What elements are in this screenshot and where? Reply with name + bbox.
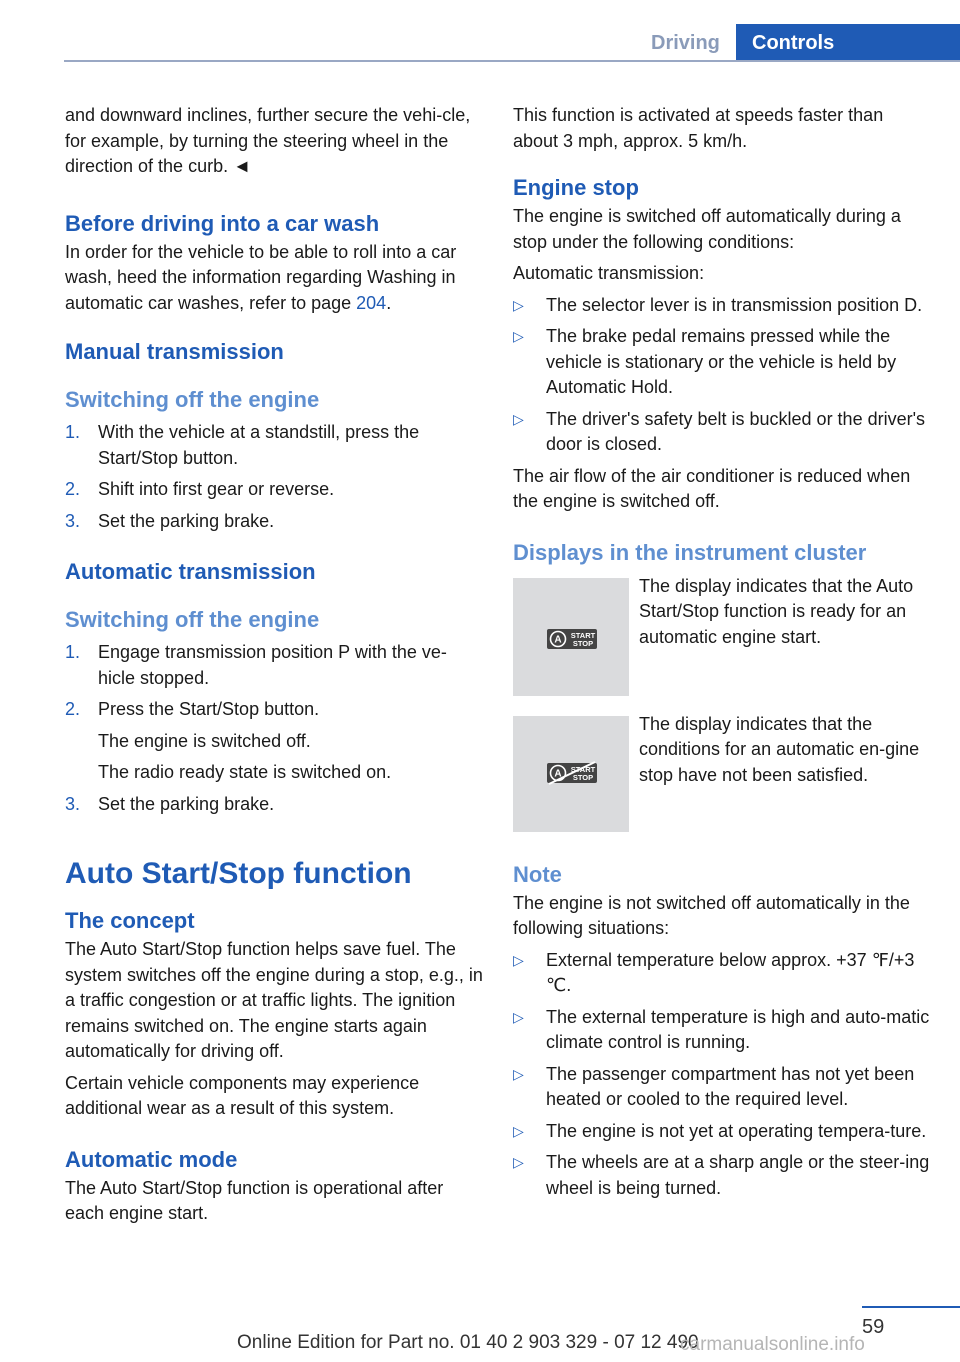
- step-text: Shift into first gear or reverse.: [98, 479, 335, 499]
- car-wash-paragraph: [65, 240, 483, 317]
- bullet-text: The selector lever is in transmission position D.: [546, 294, 923, 315]
- list-item: [513, 324, 933, 401]
- list-item: [65, 509, 483, 535]
- svg-text:A: A: [554, 634, 562, 645]
- bullet-text: The passenger compartment has not yet been heated or cooled to the required level.: [546, 1063, 915, 1109]
- engine-stop-conditions: [513, 293, 933, 458]
- activation-paragraph: This function is activated at speeds faster than about 3 mph, approx. 5 km/h.: [513, 105, 884, 151]
- automatic-section: [65, 558, 483, 817]
- display-not-ready-text: The display indicates that the conditions for an automatic en-gine stop have not been satisfied.: [639, 713, 920, 785]
- autostart-section: [65, 855, 483, 1227]
- step-note: The radio ready state is switched on.: [98, 762, 392, 782]
- header-tab-controls: Controls: [736, 24, 960, 62]
- transmission-label: Automatic transmission:: [513, 263, 705, 283]
- list-item: [65, 697, 483, 786]
- step-number: 1.: [65, 642, 81, 662]
- automatic-mode-paragraph: The Auto Start/Stop function is operational after each engine start.: [65, 1177, 444, 1223]
- triangle-bullet-icon: ▷: [513, 1008, 524, 1025]
- bullet-text: The brake pedal remains pressed while the vehicle is stationary or the vehicle is held by Automatic Hold.: [546, 326, 897, 397]
- engine-stop-paragraph: The engine is switched off automatically during a stop under the following conditions:: [513, 206, 901, 252]
- step-note: The engine is switched off.: [98, 730, 311, 751]
- list-item: [65, 640, 483, 691]
- list-item: [513, 1150, 933, 1201]
- automatic-heading: Automatic transmission: [65, 559, 316, 584]
- step-number: 1.: [65, 422, 81, 442]
- display-ready-image: [513, 578, 629, 696]
- triangle-bullet-icon: ▷: [513, 951, 524, 968]
- concept-heading: The concept: [65, 908, 195, 933]
- bullet-text: The external temperature is high and auto-matic climate control is running.: [546, 1006, 930, 1052]
- manual-section: [65, 338, 483, 534]
- triangle-bullet-icon: ▷: [513, 1122, 524, 1139]
- automatic-steps: [65, 640, 483, 817]
- step-number: 3.: [65, 793, 81, 814]
- bullet-text: The driver's safety belt is buckled or the driver's door is closed.: [546, 408, 926, 454]
- manual-steps: [65, 420, 483, 534]
- engine-stop-section: [513, 174, 933, 515]
- list-item: [65, 420, 483, 471]
- triangle-bullet-icon: ▷: [513, 328, 524, 344]
- step-text: Set the parking brake.: [98, 793, 275, 814]
- auto-start-stop-ready-icon: [513, 578, 629, 696]
- concept-paragraph: The Auto Start/Stop function helps save fuel. The system switches off the engine during a stop, e.g., in a traffic congestion or at traffic lights. The ignition remains switched on. The engine starts again automatically for driving off.: [65, 939, 483, 1061]
- engine-stop-heading: Engine stop: [513, 175, 639, 200]
- step-text: With the vehicle at a standstill, press the Start/Stop button.: [98, 422, 420, 468]
- list-item: [513, 948, 933, 999]
- car-wash-section: [65, 210, 483, 317]
- triangle-bullet-icon: ▷: [513, 296, 524, 313]
- list-item: [513, 1005, 933, 1056]
- intro-paragraph: and downward inclines, further secure the vehi-cle, for example, by turning the steering wheel in the direction of the curb. ◄: [65, 105, 471, 176]
- note-situations: [513, 948, 933, 1202]
- left-column: [65, 103, 483, 1227]
- icon-stop-label: STOP: [572, 772, 594, 782]
- triangle-bullet-icon: ▷: [513, 1154, 524, 1170]
- car-wash-heading: Before driving into a car wash: [65, 210, 380, 236]
- icon-stop-label: STOP: [572, 638, 594, 648]
- bullet-text: The engine is not yet at operating tempera-ture.: [546, 1120, 927, 1141]
- automatic-mode-heading: Automatic mode: [65, 1146, 238, 1172]
- air-flow-paragraph: The air flow of the air conditioner is reduced when the engine is switched off.: [513, 465, 911, 511]
- displays-heading: Displays in the instrument cluster: [513, 539, 867, 565]
- list-item: [513, 407, 933, 458]
- autostart-title: Auto Start/Stop function: [65, 857, 412, 890]
- list-item: [513, 293, 933, 319]
- page-number: 59: [862, 1316, 885, 1338]
- note-paragraph: The engine is not switched off automatically in the following situations:: [513, 892, 910, 938]
- watermark: carmanualsonline.info: [680, 1334, 865, 1355]
- displays-section: [513, 539, 933, 832]
- display-not-ready-image: [513, 716, 629, 832]
- footer-rule: [862, 1306, 960, 1308]
- header-rule: [64, 60, 960, 62]
- list-item: [513, 1062, 933, 1113]
- step-number: 2.: [65, 479, 81, 499]
- step-text: Press the Start/Stop button.: [98, 699, 320, 719]
- display-ready-row: [513, 575, 933, 696]
- page-ref-link[interactable]: 204: [356, 292, 387, 313]
- automatic-subheading: Switching off the engine: [65, 607, 320, 632]
- header-tab-driving: Driving: [651, 32, 720, 54]
- svg-text:A: A: [554, 768, 562, 779]
- step-text: Engage transmission position P with the ve-hicle stopped.: [98, 642, 447, 688]
- step-text: Set the parking brake.: [98, 510, 275, 531]
- icon-start-label: START: [570, 764, 596, 774]
- triangle-bullet-icon: ▷: [513, 1065, 524, 1082]
- list-item: [65, 792, 483, 818]
- step-number: 3.: [65, 510, 81, 531]
- triangle-bullet-icon: ▷: [513, 410, 524, 427]
- icon-start-label: START: [570, 630, 596, 640]
- auto-start-stop-unavailable-icon: [513, 716, 629, 832]
- note-heading: Note: [513, 861, 562, 887]
- concept-paragraph-2: Certain vehicle components may experience additional wear as a result of this system.: [65, 1072, 420, 1118]
- list-item: [513, 1119, 933, 1145]
- display-ready-text: The display indicates that the Auto Start/Stop function is ready for an automatic engine start.: [639, 575, 914, 647]
- manual-subheading: Switching off the engine: [65, 387, 320, 412]
- list-item: [65, 477, 483, 503]
- display-not-ready-row: [513, 713, 933, 832]
- edition-line: Online Edition for Part no. 01 40 2 903 329 - 07 12 490: [237, 1332, 699, 1353]
- right-column: [513, 103, 933, 1201]
- step-number: 2.: [65, 699, 81, 719]
- bullet-text: External temperature below approx. +37 ℉/+3 ℃.: [546, 949, 915, 995]
- manual-heading: Manual transmission: [65, 339, 284, 364]
- car-wash-text-end: .: [386, 292, 392, 313]
- note-section: [513, 861, 933, 1202]
- bullet-text: The wheels are at a sharp angle or the steer-ing wheel is being turned.: [546, 1152, 930, 1198]
- car-wash-text: In order for the vehicle to be able to roll into a car wash, heed the information regarding Washing in automatic car washes, refer to page: [65, 241, 457, 313]
